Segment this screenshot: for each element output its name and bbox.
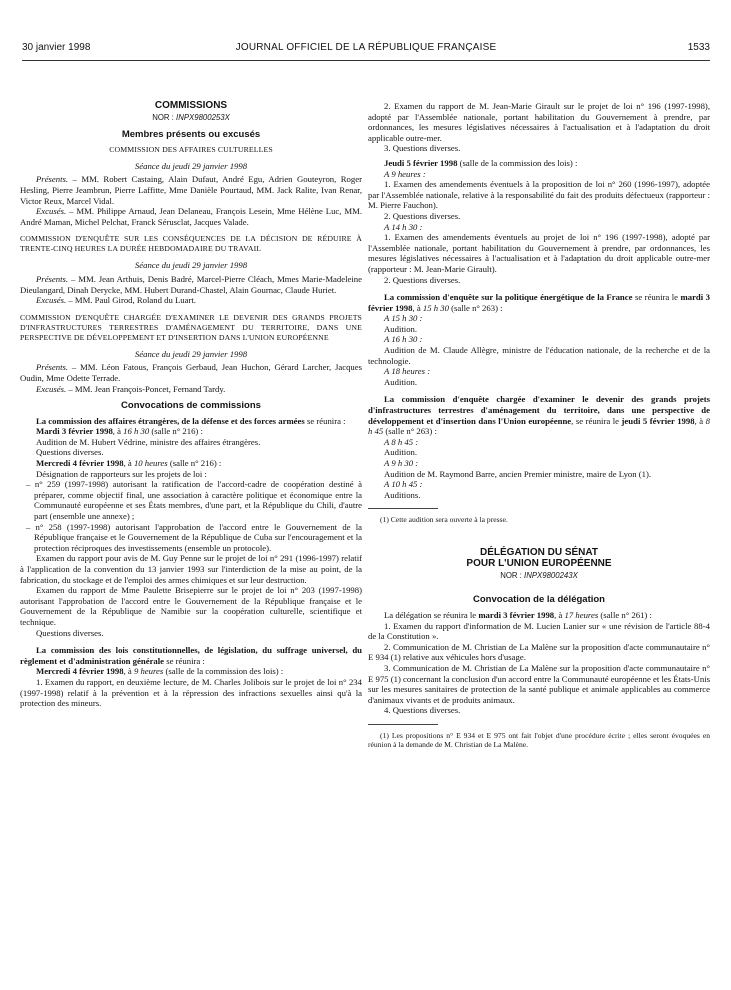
agenda-item: Audition. [384,376,418,387]
page-header [22,42,710,61]
agenda-paragraph: Examen du rapport pour avis de M. Guy Penne sur le projet de loi n° 291 (1996-1997) relatif à l'application de la convention du 13 janvier 1993 sur l'interdiction de la mise au point, de la fabrication, du stockage et de l'emploi des armes chimiques et sur leur destruction. [20,553,362,585]
agenda-paragraph: Examen du rapport de Mme Paulette Brisepierre sur le projet de loi n° 203 (1997-1998) autorisant l'approbation de l'accord entre le Gouvernement de la République française et le Gouvernement de la République de Namibie sur la coopération culturelle, scientifique et technique. [20,585,362,627]
agenda-item: 2. Communication de M. Christian de La Malène sur la proposition d'acte communautaire n° E 934 (1) relative aux véhicules hors d'usage. [368,641,710,663]
delegation-title-line2: POUR L'UNION EUROPÉENNE [466,558,612,570]
convocation-title: Convocation de la délégation [473,594,605,606]
time-heading: A 8 h 45 : [384,436,419,447]
header-date: 30 janvier 1998 [22,42,91,53]
agenda-item: Audition. [384,447,418,458]
footnote-divider [368,724,438,725]
convocations-title: Convocations de commissions [121,400,261,412]
time-heading: A 18 heures : [384,366,431,377]
agenda-item: 2. Questions diverses. [384,274,461,285]
excuses-list: Excusés. – MM. Philippe Arnaud, Jean Delaneau, François Lesein, Mme Hélène Luc, MM. André Maman, Michel Pelchat, Franck Sérusclat, Jacques Valade. [20,206,362,227]
agenda-paragraph: Questions diverses. [36,627,104,638]
journal-title: JOURNAL OFFICIEL DE LA RÉPUBLIQUE FRANÇAISE [235,42,497,53]
agenda-item: Audition de M. Raymond Barre, ancien Premier ministre, maire de Lyon (1). [384,468,652,479]
commission-name-enquete-infra: COMMISSION D'ENQUÊTE CHARGÉE D'EXAMINER LE DEVENIR DES GRANDS PROJETS D'INFRASTRUCTURES TERRESTRES D'AMÉNAGEMENT DU TERRITOIRE, DANS UNE PERSPECTIVE DE DÉVELOPPEMENT ET D'INSERTION DANS L'UNION EUROPÉENNE [20,312,362,342]
agenda-item: 1. Examen du rapport d'information de M. Lucien Lanier sur « une révision de l'article 88-4 de la Constitution ». [368,620,710,642]
agenda-item: 3. Communication de M. Christian de La Malène sur la proposition d'acte communautaire n° E 975 (1) concernant la conclusion d'un accord entre la Communauté européenne et les États-Unis sur les mesures sanitaires de protection de la santé publique et animale applicables au commerce d'animaux vivants et de produits animaux. [368,662,710,705]
etrangeres-mardi: Mardi 3 février 1998, à 16 h 30 (salle n° 216) : [36,426,203,437]
excuses-list: Excusés. – MM. Paul Girod, Roland du Luart. [36,295,196,306]
agenda-item: 1. Examen du rapport, en deuxième lecture, de M. Charles Jolibois sur le projet de loi n° 234 (1997-1998) relatif à la prévention et à la répression des infractions sexuelles ainsi qu'à la protection des mineurs. [20,676,362,709]
etrangeres-intro: La commission des affaires étrangères, de la défense et des forces armées se réunira : [36,415,346,426]
presents-list: Présents. – MM. Jean Arthuis, Denis Badré, Marcel-Pierre Cléach, Mmes Marie-Madeleine Dieulangard, Dinah Derycke, MM. Hubert Durand-Chastel, Alain Gournac, Claude Huriet. [20,273,362,295]
right-column [368,101,710,750]
nor-reference: NOR : INPX9800243X [500,570,578,580]
delegation-intro: La délégation se réunira le mardi 3 février 1998, à 17 heures (salle n° 261) : [384,609,652,620]
agenda-item: 2. Examen du rapport de M. Jean-Marie Girault sur le projet de loi n° 196 (1997-1998), adopté par l'Assemblée nationale, portant habilitation du Gouvernement à prendre, par ordonnances, les mesures législatives nécessaires à l'actualisation et à l'adaptation du droit applicable outre-mer. [368,101,710,143]
section-title-commissions: COMMISSIONS [154,100,228,111]
seance-date: Séance du jeudi 29 janvier 1998 [134,160,248,171]
footnote: (1) Cette audition sera ouverte à la presse. [380,515,508,525]
energie-intro: La commission d'enquête sur la politique énergétique de la France se réunira le mardi 3 février 1998, à 15 h 30 (salle n° 263) : [368,292,711,313]
agenda-item: Audition. [384,323,418,334]
time-heading: A 10 h 45 : [384,479,423,490]
footnote-divider [368,508,438,509]
lois-jeudi: Jeudi 5 février 1998 (salle de la commission des lois) : [384,157,578,168]
etrangeres-mercredi: Mercredi 4 février 1998, à 10 heures (salle n° 216) : [36,458,222,469]
agenda-item: Audition de M. Claude Allègre, ministre de l'éducation nationale, de la recherche et de la technologie. [368,345,710,366]
left-column [20,101,362,709]
delegation-title: DÉLÉGATION DU SÉNAT [480,546,598,558]
designation-rapporteurs: Désignation de rapporteurs sur les projets de loi : [36,468,207,479]
infra-intro: La commission d'enquête chargée d'examiner le devenir des grands projets d'infrastructures terrestres d'aménagement du territoire, dans une perspective de développement et d'insertion dans l'Union européenne, se réunira le jeudi 5 février 1998, à 8 h 45 (salle n° 263) : [368,394,711,437]
agenda-item: Auditions. [384,489,421,500]
lois-intro: La commission des lois constitutionnelles, de législation, du suffrage universel, du règlement et d'administration générale se réunira : [20,645,362,666]
agenda-item: 1. Examen des amendements éventuels au projet de loi n° 196 (1997-1998), adopté par l'Assemblée nationale, portant habilitation du Gouvernement à prendre, par ordonnances, les mesures législatives nécessaires à l'actualisation et à l'adaptation du droit applicable outre-mer (rapporteur : M. Jean-Marie Girault). [368,232,710,274]
presents-list: Présents. – MM. Robert Castaing, Alain Dufaut, André Egu, Adrien Gouteyron, Roger Hesling, Pierre Jeambrun, Pierre Laffitte, Mme Danièle Pourtaud, MM. Jack Ralite, Ivan Renar, Victor Reux, Marcel Vidal. [20,174,362,206]
time-heading: A 14 h 30 : [384,221,423,232]
agenda-item: Audition de M. Hubert Védrine, ministre des affaires étrangères. [36,436,261,447]
commission-name-enquete-35h: COMMISSION D'ENQUÊTE SUR LES CONSÉQUENCES DE LA DÉCISION DE RÉDUIRE À TRENTE-CINQ HEURES LA DURÉE HEBDOMADAIRE DU TRAVAIL [20,234,362,254]
seance-date: Séance du jeudi 29 janvier 1998 [134,260,248,271]
page-number: 1533 [687,42,710,53]
time-heading: A 9 heures : [384,168,426,179]
dash-item: – n° 259 (1997-1998) autorisant la ratification de l'accord-cadre de coopération destiné à préparer, comme objectif final, une association à caractère politique et économique entre la Communauté européenne et ses États membres, d'une part, et la République du Chili, d'autre part (ensemble une annexe) ; [26,479,362,522]
time-heading: A 9 h 30 : [384,458,419,468]
seance-date: Séance du jeudi 29 janvier 1998 [134,348,248,359]
footnote: (1) Les propositions n° E 934 et E 975 ont fait l'objet d'une procédure écrite ; elles seront évoquées en réunion à la demande de M. Christian de La Malène. [368,730,710,750]
dash-item: – n° 258 (1997-1998) autorisant l'approbation de l'accord entre le Gouvernement de la République française et le Gouvernement de la République de Cuba sur l'encouragement et la protection réciproques des investissements (ensemble un protocole). [26,521,362,553]
members-title: Membres présents ou excusés [121,129,261,141]
agenda-item: 1. Examen des amendements éventuels à la proposition de loi n° 260 (1996-1997), adoptée par l'Assemblée nationale, relative à la responsabilité du fait des produits défectueux (rapporteur : M. Pierre Fauchon). [368,179,710,211]
time-heading: A 16 h 30 : [384,334,423,345]
agenda-item: 4. Questions diverses. [384,705,461,716]
commission-name-cult: COMMISSION DES AFFAIRES CULTURELLES [109,144,273,154]
excuses-list: Excusés. – MM. Jean François-Poncet, Fernand Tardy. [36,383,226,394]
presents-list: Présents. – MM. Léon Fatous, François Gerbaud, Jean Huchon, Gérard Larcher, Jacques Oudin, Mme Odette Terrade. [20,362,362,383]
agenda-item: Questions diverses. [36,447,104,458]
lois-mercredi: Mercredi 4 février 1998, à 9 heures (salle de la commission des lois) : [36,666,284,677]
agenda-item: 2. Questions diverses. [384,210,461,221]
agenda-item: 3. Questions diverses. [384,143,461,154]
nor-reference: NOR : INPX9800253X [152,112,230,122]
time-heading: A 15 h 30 : [384,313,423,324]
